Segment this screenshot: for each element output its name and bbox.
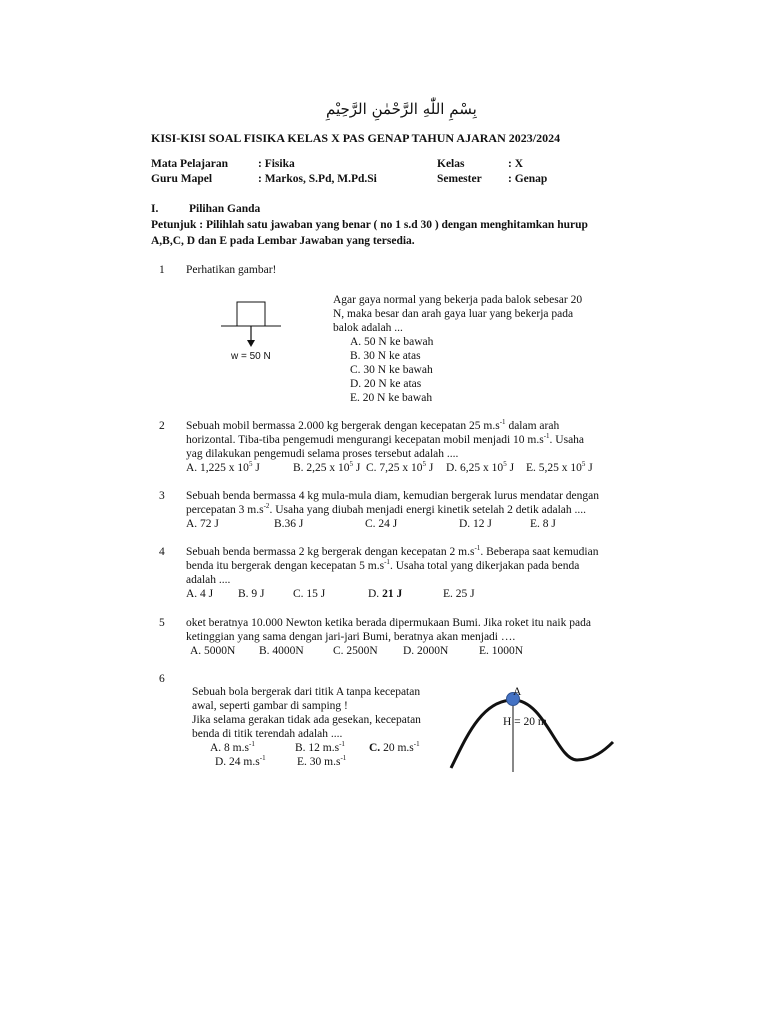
instruction-line-1: Petunjuk : Pilihlah satu jawaban yang benar ( no 1 s.d 30 ) dengan menghitamkan hurup: [151, 219, 588, 231]
block-shape: [237, 302, 265, 326]
q5-line-2: ketinggian yang sama dengan jari-jari Bumi, beratnya akan menjadi ….: [186, 631, 516, 643]
q5-option-d: D. 2000N: [403, 645, 449, 657]
section-number: I.: [151, 203, 159, 215]
q5-line-1: oket beratnya 10.000 Newton ketika berada dipermukaan Bumi. Jika roket itu naik pada: [186, 617, 591, 629]
q4-option-d: D. 21 J: [368, 588, 403, 600]
q4-number: 4: [159, 546, 165, 558]
q1-line-2: N, maka besar dan arah gaya luar yang bekerja pada: [333, 308, 574, 320]
q6-line-3: Jika selama gerakan tidak ada gesekan, kecepatan: [192, 714, 421, 726]
q5-option-c: C. 2500N: [333, 645, 378, 657]
guru-label: Guru Mapel: [151, 173, 213, 185]
q4-option-e: E. 25 J: [443, 588, 475, 600]
q1-line-1: Agar gaya normal yang bekerja pada balok sebesar 20: [333, 294, 583, 306]
instruction-line-2: A,B,C, D dan E pada Lembar Jawaban yang tersedia.: [151, 235, 415, 247]
q6-line-4: benda di titik terendah adalah ....: [192, 728, 343, 740]
hill-curve: [451, 700, 613, 768]
q2-option-b: B. 2,25 x $10^5$ J: [293, 460, 361, 474]
q4-line-1: Sebuah benda bermassa 2 kg bergerak dengan kecepatan 2 $m.s^{-1}$. Beberapa saat kemudian: [186, 544, 599, 558]
q2-option-d: D. 6,25 x $10^5$ J: [446, 460, 515, 474]
q6-height-label: H = 20 m: [503, 716, 547, 728]
guru-value: : Markos, S.Pd, M.Pd.Si: [258, 173, 377, 185]
weight-arrow-head: [247, 340, 255, 347]
q2-number: 2: [159, 420, 165, 432]
q3-option-b: B.36 J: [274, 518, 304, 530]
page-title: KISI-KISI SOAL FISIKA KELAS X PAS GENAP TAHUN AJARAN 2023/2024: [151, 131, 561, 145]
kelas-label: Kelas: [437, 158, 465, 170]
q1-line-3: balok adalah ...: [333, 322, 403, 334]
q3-line-1: Sebuah benda bermassa 4 kg mula-mula diam, kemudian bergerak lurus mendatar dengan: [186, 490, 600, 502]
q2-option-a: A. 1,225 x $10^5$ J: [186, 460, 260, 474]
q2-line-2: horizontal. Tiba-tiba pengemudi mengurangi kecepatan mobil menjadi 10 $m.s^{-1}$. Usaha: [186, 432, 585, 446]
q6-option-a: A. 8 $m.s^{-1}$: [210, 740, 255, 754]
q6-number: 6: [159, 673, 165, 685]
q1-option-a: A. 50 N ke bawah: [350, 336, 434, 348]
q1-option-d: D. 20 N ke atas: [350, 378, 422, 390]
q6-line-2: awal, seperti gambar di samping !: [192, 700, 348, 712]
q6-option-d: D. 24 $m.s^{-1}$: [215, 754, 266, 768]
q4-option-a: A. 4 J: [186, 588, 214, 600]
q6-hill-figure: [445, 680, 620, 780]
q3-number: 3: [159, 490, 165, 502]
q4-line-2: benda itu bergerak dengan kecepatan 5 $m.s^{-1}$. Usaha total yang dikerjakan pada benda: [186, 558, 580, 572]
semester-label: Semester: [437, 173, 482, 185]
q1-option-e: E. 20 N ke bawah: [350, 392, 433, 404]
q3-option-a: A. 72 J: [186, 518, 219, 530]
kelas-value: : X: [508, 158, 524, 170]
q5-option-e: E. 1000N: [479, 645, 524, 657]
q4-line-3: adalah ....: [186, 574, 231, 586]
q3-line-2: percepatan 3 $m.s^{-2}$. Usaha yang diubah menjadi energi kinetik setelah 2 detik adalah ....: [186, 502, 587, 516]
q6-option-e: E. 30 $m.s^{-1}$: [297, 754, 347, 768]
section-title: Pilihan Ganda: [189, 203, 261, 215]
q6-line-1: Sebuah bola bergerak dari titik A tanpa kecepatan: [192, 686, 421, 698]
q2-option-c: C. 7,25 x $10^5$ J: [366, 460, 434, 474]
q2-line-3: yag dilakukan pengemudi selama proses tersebut adalah ....: [186, 448, 459, 460]
q1-weight-label: w = 50 N: [231, 351, 271, 362]
q1-option-c: C. 30 N ke bawah: [350, 364, 433, 376]
q1-option-b: B. 30 N ke atas: [350, 350, 421, 362]
mapel-value: : Fisika: [258, 158, 295, 170]
q4-option-b: B. 9 J: [238, 588, 265, 600]
q3-option-e: E. 8 J: [530, 518, 556, 530]
q3-option-d: D. 12 J: [459, 518, 492, 530]
q3-option-c: C. 24 J: [365, 518, 398, 530]
q1-number: 1: [159, 264, 165, 276]
q1-intro: Perhatikan gambar!: [186, 264, 277, 276]
mapel-label: Mata Pelajaran: [151, 158, 228, 170]
semester-value: : Genap: [508, 173, 548, 185]
q6-point-a-label: A: [513, 686, 522, 698]
q1-block-figure: [215, 298, 285, 350]
q6-option-c: C. 20 $m.s^{-1}$: [369, 740, 420, 754]
q2-option-e: E. 5,25 x $10^5$ J: [526, 460, 593, 474]
q4-option-c: C. 15 J: [293, 588, 326, 600]
q5-number: 5: [159, 617, 165, 629]
basmalah: بِسْمِ اللّٰهِ الرَّحْمٰنِ الرَّحِيْمِ: [326, 100, 477, 118]
q6-option-b: B. 12 $m.s^{-1}$: [295, 740, 345, 754]
q5-option-b: B. 4000N: [259, 645, 304, 657]
q2-line-1: Sebuah mobil bermassa 2.000 kg bergerak dengan kecepatan 25 $m.s^{-1}$ dalam arah: [186, 418, 560, 432]
q5-option-a: A. 5000N: [190, 645, 236, 657]
